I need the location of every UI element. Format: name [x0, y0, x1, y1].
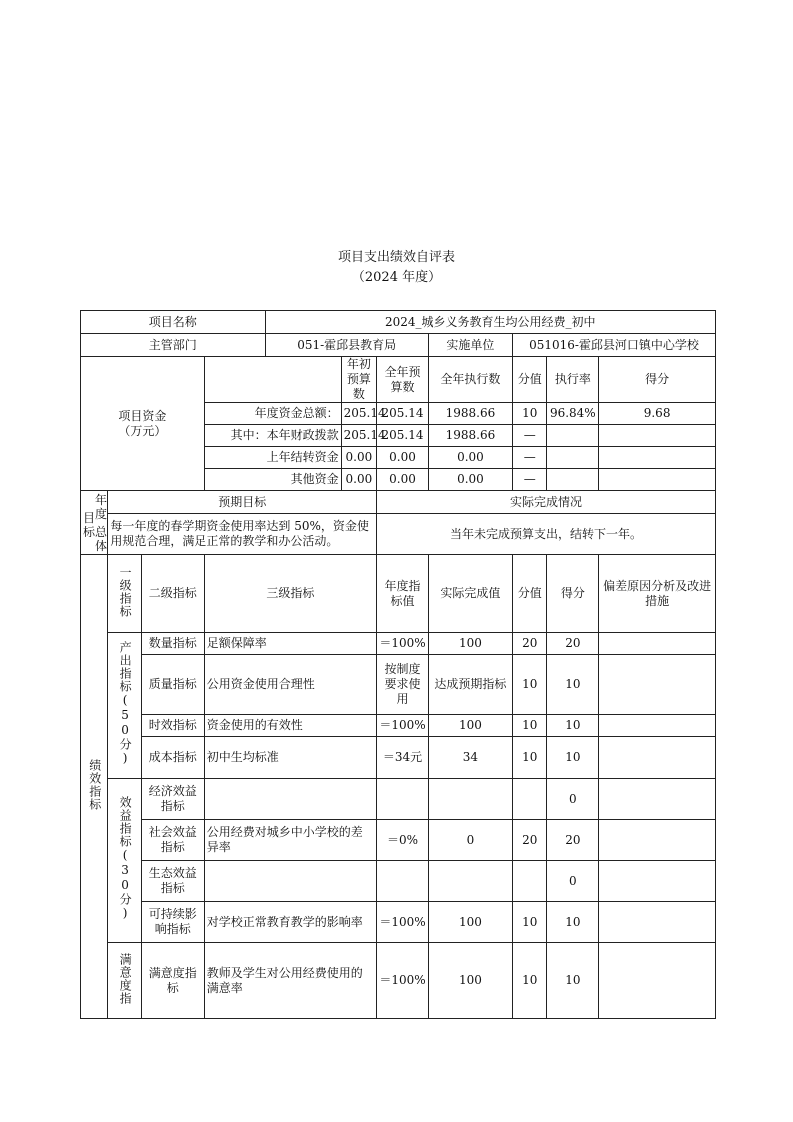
self-evaluation-table: [80, 310, 716, 1019]
score: 10: [547, 715, 599, 737]
level1-satisfaction: 满意度指: [108, 943, 141, 1019]
score: 20: [547, 820, 599, 861]
target: ＝0%: [377, 820, 429, 861]
funds-annual: 205.14: [377, 425, 429, 447]
funds-annual: 0.00: [377, 469, 429, 491]
funds-rate: [547, 469, 599, 491]
goals-label-year: 年度: [95, 493, 108, 521]
level1-output: 产出指标(50分): [108, 633, 141, 779]
funds-points: —: [513, 447, 547, 469]
goals-label-target: 目标: [83, 511, 96, 539]
funds-row-label: 年度资金总额：: [204, 403, 341, 425]
funds-initial: 205.14: [341, 403, 376, 425]
score: 10: [547, 737, 599, 779]
target: [377, 861, 429, 902]
header-indicator-score: 得分: [547, 555, 599, 633]
header-annual-budget: 全年预算数: [377, 357, 429, 403]
level2: 可持续影响指标: [141, 902, 204, 943]
header-initial-budget: 年初预算数: [341, 357, 376, 403]
funds-annual: 205.14: [377, 403, 429, 425]
indicator-row: [81, 655, 716, 715]
header-points: 分值: [513, 357, 547, 403]
actual: 100: [428, 715, 512, 737]
level2: 质量指标: [141, 655, 204, 715]
performance-indicator-label: 绩效指标: [81, 555, 108, 1019]
funds-score: [599, 447, 716, 469]
header-level1: 一级指标: [108, 555, 141, 633]
actual: 100: [428, 633, 512, 655]
actual: 100: [428, 902, 512, 943]
goals-label-cell: [81, 491, 108, 555]
score: 10: [547, 943, 599, 1019]
actual-result-text: 当年未完成预算支出，结转下一年。: [377, 514, 716, 555]
level2: 经济效益指标: [141, 779, 204, 820]
unit-value: 051016-霍邱县河口镇中心学校: [513, 334, 716, 357]
level3: 教师及学生对公用经费使用的满意率: [204, 943, 376, 1019]
level3: 对学校正常教育教学的影响率: [204, 902, 376, 943]
goals-content-row: [81, 514, 716, 555]
funds-points: —: [513, 425, 547, 447]
indicator-row: [81, 820, 716, 861]
points: 10: [513, 655, 547, 715]
page-subtitle: （2024 年度）: [351, 270, 442, 285]
expected-goal-header: 预期目标: [108, 491, 377, 514]
project-name-label: 项目名称: [81, 311, 266, 334]
funds-label: 项目资金 （万元）: [81, 357, 205, 491]
header-reason: 偏差原因分析及改进措施: [599, 555, 716, 633]
level3: 初中生均标准: [204, 737, 376, 779]
funds-annual: 0.00: [377, 447, 429, 469]
funds-initial: 0.00: [341, 469, 376, 491]
actual: 34: [428, 737, 512, 779]
level3: 公用经费对城乡中小学校的差异率: [204, 820, 376, 861]
level3: 资金使用的有效性: [204, 715, 376, 737]
indicator-row: [81, 902, 716, 943]
header-level2: 二级指标: [141, 555, 204, 633]
level3: [204, 861, 376, 902]
actual: 100: [428, 943, 512, 1019]
points: 10: [513, 902, 547, 943]
actual: 0: [428, 820, 512, 861]
score: 20: [547, 633, 599, 655]
funds-initial: 205.14: [341, 425, 376, 447]
reason: [599, 943, 716, 1019]
indicator-row: [81, 737, 716, 779]
header-actual: 实际完成值: [428, 555, 512, 633]
header-level3: 三级指标: [204, 555, 376, 633]
level3: 足额保障率: [204, 633, 376, 655]
funds-row-label: 其他资金: [204, 469, 341, 491]
score: 10: [547, 655, 599, 715]
level2: 成本指标: [141, 737, 204, 779]
indicator-header-row: [81, 555, 716, 633]
score: 10: [547, 902, 599, 943]
funds-executed: 1988.66: [428, 425, 512, 447]
reason: [599, 737, 716, 779]
funds-header-row: [81, 357, 716, 403]
points: 10: [513, 715, 547, 737]
indicator-row: [81, 943, 716, 1019]
target: ＝100%: [377, 633, 429, 655]
points: 10: [513, 737, 547, 779]
level2: 生态效益指标: [141, 861, 204, 902]
goals-header-row: [81, 491, 716, 514]
reason: [599, 633, 716, 655]
points: 10: [513, 943, 547, 1019]
indicator-row: [81, 633, 716, 655]
target: 按制度要求使用: [377, 655, 429, 715]
target: ＝100%: [377, 715, 429, 737]
reason: [599, 655, 716, 715]
target: ＝34元: [377, 737, 429, 779]
level2: 社会效益指标: [141, 820, 204, 861]
funds-executed: 1988.66: [428, 403, 512, 425]
goals-label-total: 总体: [95, 525, 108, 553]
reason: [599, 861, 716, 902]
department-row: [81, 334, 716, 357]
actual: 达成预期指标: [428, 655, 512, 715]
department-label: 主管部门: [81, 334, 266, 357]
level2: 时效指标: [141, 715, 204, 737]
funds-executed: 0.00: [428, 447, 512, 469]
header-target: 年度指标值: [377, 555, 429, 633]
level2: 满意度指标: [141, 943, 204, 1019]
funds-executed: 0.00: [428, 469, 512, 491]
reason: [599, 715, 716, 737]
points: 20: [513, 820, 547, 861]
reason: [599, 779, 716, 820]
department-value: 051-霍邱县教育局: [265, 334, 428, 357]
actual: [428, 779, 512, 820]
indicator-row: [81, 779, 716, 820]
funds-rate: 96.84%: [547, 403, 599, 425]
target: ＝100%: [377, 943, 429, 1019]
indicator-row: [81, 715, 716, 737]
level3: 公用资金使用合理性: [204, 655, 376, 715]
funds-score: [599, 469, 716, 491]
indicator-row: [81, 861, 716, 902]
funds-points: —: [513, 469, 547, 491]
header-executed: 全年执行数: [428, 357, 512, 403]
reason: [599, 820, 716, 861]
points: [513, 779, 547, 820]
project-name-row: [81, 311, 716, 334]
funds-header-blank: [204, 357, 341, 403]
funds-initial: 0.00: [341, 447, 376, 469]
funds-row-label: 上年结转资金: [204, 447, 341, 469]
project-name-value: 2024_城乡义务教育生均公用经费_初中: [265, 311, 715, 334]
funds-row-label: 其中：本年财政拨款: [204, 425, 341, 447]
expected-goal-text: 每一年度的春学期资金使用率达到 50%，资金使用规范合理，满足正常的教学和办公活动。: [108, 514, 377, 555]
level1-benefit: 效益指标(30分): [108, 779, 141, 943]
header-exec-rate: 执行率: [547, 357, 599, 403]
points: 20: [513, 633, 547, 655]
header-indicator-points: 分值: [513, 555, 547, 633]
reason: [599, 902, 716, 943]
actual: [428, 861, 512, 902]
unit-label: 实施单位: [428, 334, 512, 357]
header-score: 得分: [599, 357, 716, 403]
funds-score: [599, 425, 716, 447]
target: ＝100%: [377, 902, 429, 943]
funds-score: 9.68: [599, 403, 716, 425]
funds-points: 10: [513, 403, 547, 425]
funds-rate: [547, 425, 599, 447]
score: 0: [547, 779, 599, 820]
page-title: 项目支出绩效自评表: [337, 250, 455, 265]
actual-result-header: 实际完成情况: [377, 491, 716, 514]
score: 0: [547, 861, 599, 902]
level2: 数量指标: [141, 633, 204, 655]
target: [377, 779, 429, 820]
points: [513, 861, 547, 902]
funds-rate: [547, 447, 599, 469]
level3: [204, 779, 376, 820]
